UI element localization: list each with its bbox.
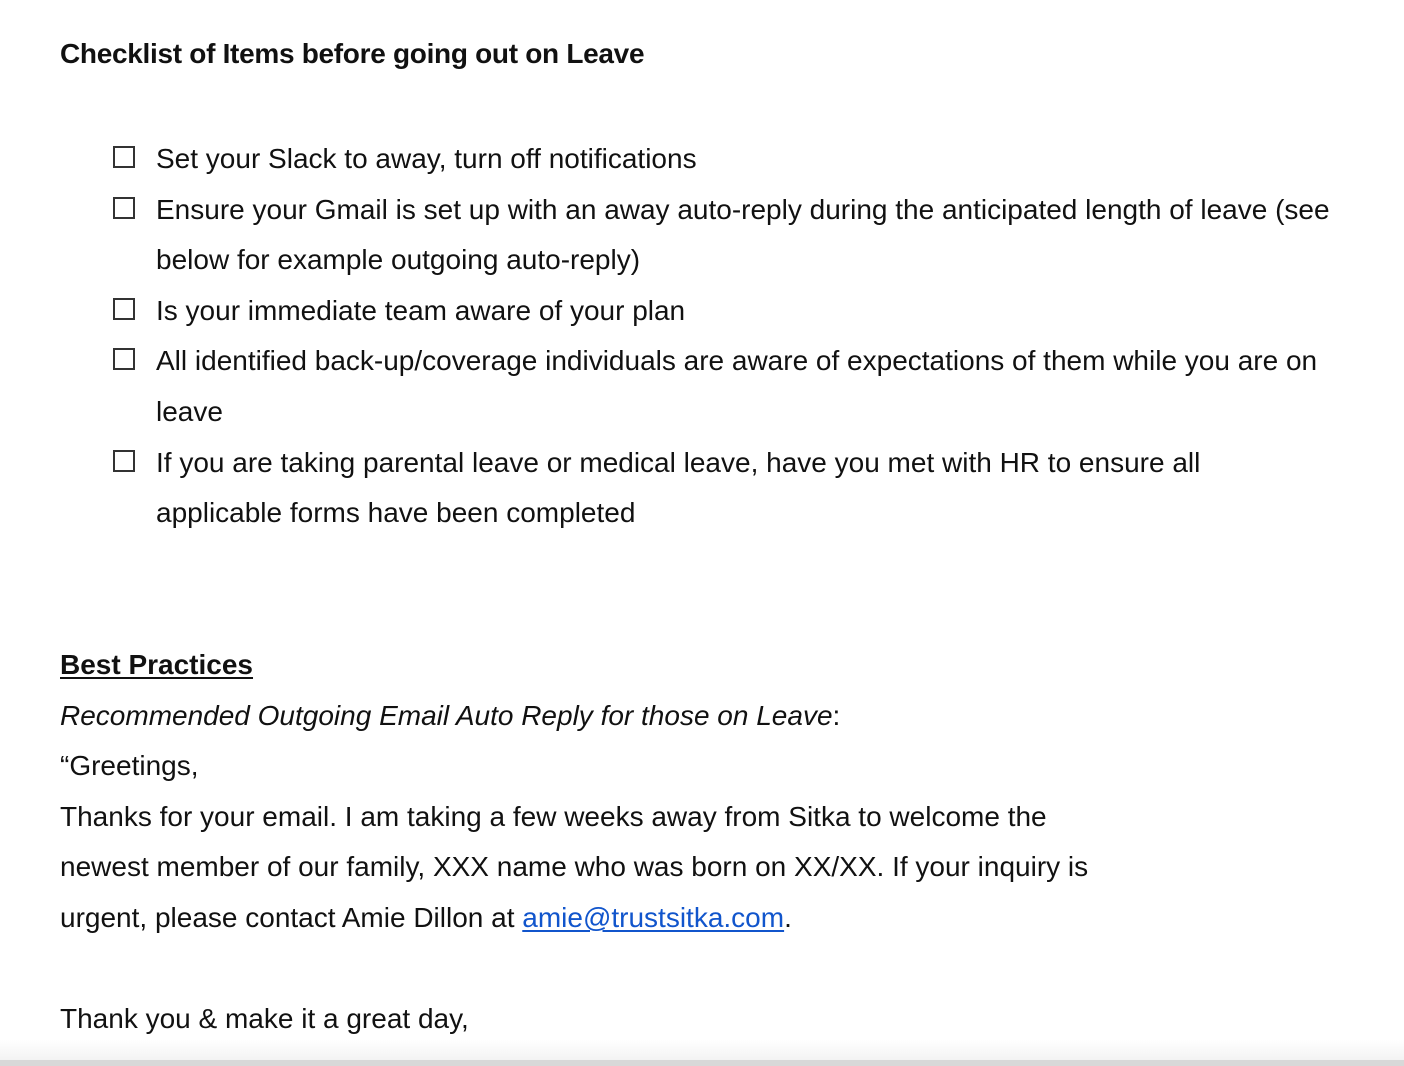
checklist-item [112,185,1332,286]
checklist-item [112,438,1332,539]
checkbox-coverage[interactable] [113,348,135,370]
email-body-line: newest member of our family, XXX name who was born on XX/XX. If your inquiry is [60,851,1089,883]
checkbox-hr-forms[interactable] [113,450,135,472]
contact-prefix: urgent, please contact Amie Dillon at [60,901,523,933]
checklist-item [112,286,1332,337]
recommendation-label: Recommended Outgoing Email Auto Reply for those on Leave [60,699,833,731]
email-greeting: “Greetings, [60,750,199,782]
checklist-item [112,336,1332,437]
document-title: Checklist of Items before going out on Leave [60,38,645,69]
recommendation-suffix: : [832,699,841,731]
checklist-item-text: Set your Slack to away, turn off notifications [156,143,697,174]
checklist-item-text: Is your immediate team aware of your plan [156,294,686,326]
checkbox-team-aware[interactable] [113,298,135,320]
checkbox-slack[interactable] [113,146,135,168]
contact-suffix: . [784,901,792,933]
checkbox-gmail[interactable] [113,197,135,219]
contact-email-link[interactable]: amie@trustsitka.com [522,901,785,933]
email-closing: Thank you & make it a great day, [60,1003,469,1035]
email-body-line [60,893,1360,944]
email-body-line: Thanks for your email. I am taking a few weeks away from Sitka to welcome the [60,800,1047,832]
recommendation-line [60,691,1360,742]
best-practices-section [60,640,1360,1045]
best-practices-heading: Best Practices [60,649,254,680]
page-bottom-edge [0,1060,1404,1066]
checklist-item-text: All identified back-up/coverage individuals are aware of expectations of them while you are on leave [156,345,1318,427]
checklist-item-text: If you are taking parental leave or medical leave, have you met with HR to ensure all applicable forms have been completed [156,446,1201,529]
checklist-item-text: Ensure your Gmail is set up with an away auto-reply during the anticipated length of leave (see below for example outgoing auto-reply) [156,193,1330,276]
blank-line [60,944,1360,995]
leave-checklist [112,134,1332,539]
checklist-item [112,134,1332,185]
page-bottom-fade [0,1040,1404,1060]
